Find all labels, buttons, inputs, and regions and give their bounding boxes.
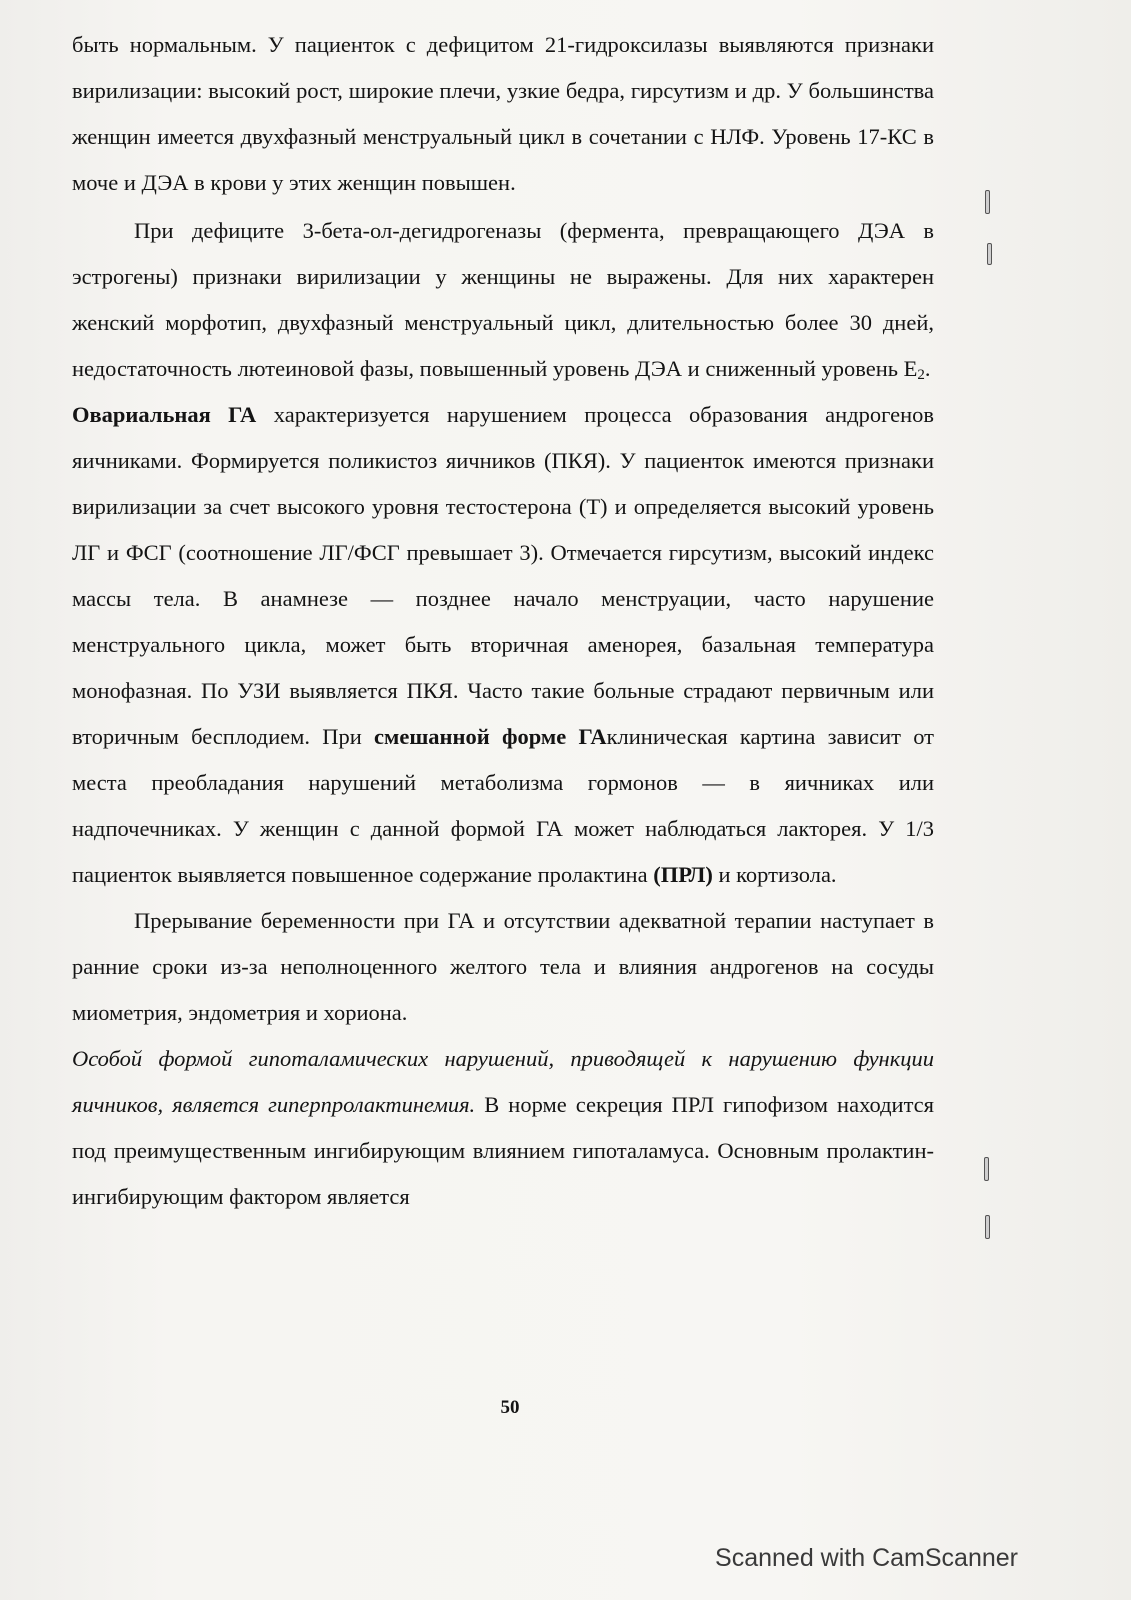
paragraph-5 [72, 1036, 934, 1220]
prl-term: (ПРЛ) [653, 862, 713, 887]
paragraph-4-text: Прерывание беременности при ГА и отсутствии адекватной терапии наступает в ранние сроки из-за неполноценного желтого тела и влияния андрогенов на сосуды миометрия, эндометрия и хориона. [72, 908, 934, 1025]
paragraph-3 [72, 392, 934, 898]
mixed-form-term: смешанной форме ГА [374, 724, 607, 749]
paragraph-3-text-b: клиническая картина зависит от места преобладания нарушений метаболизма гормонов — в яичниках или надпочечниках. У женщин с данной формой ГА может наблюдаться лакторея. У 1/3 пациенток выявляется повышенное содержание пролактина [72, 724, 935, 887]
paragraph-3-text-c: и кортизола. [712, 862, 837, 887]
paragraph-2-text: При дефиците 3-бета-ол-дегидрогеназы (фермента, превращающего ДЭА в эстрогены) признаки вирилизации у женщины не выражены. Для них характерен женский морфотип, двухфазный менструальный цикл, длительностью более 30 дней, недостаточность лютеиновой фазы, повышенный уровень ДЭА и сниженный уровень E [72, 218, 934, 381]
staple-mark [985, 190, 990, 214]
paragraph-5-text: В норме секреция ПРЛ гипофизом находится под преимущественным ингибирующим влиянием гипоталамуса. Основным пролактин-ингибирующим фактором является [72, 1092, 935, 1209]
paragraph-2-end: . [924, 356, 931, 381]
hyperprolactinemia-intro: Особой формой гипоталамических нарушений, приводящей к нарушению функции яичников, является гиперпролактинемия. [72, 1046, 934, 1117]
page-number: 50 [500, 1397, 520, 1418]
paragraph-4 [72, 898, 934, 1036]
staple-mark [985, 1215, 990, 1239]
camscanner-watermark: Scanned with CamScanner [715, 1544, 1018, 1572]
ovarian-ga-term: Овариальная ГА [72, 402, 257, 427]
paragraph-3-text-a: характеризуется нарушением процесса образования андрогенов яичниками. Формируется поликистоз яичников (ПКЯ). У пациенток имеются признаки вирилизации за счет высокого уровня тестостерона (Т) и определяется высокий уровень ЛГ и ФСГ (соотношение ЛГ/ФСГ превышает 3). Отмечается гирсутизм, высокий индекс массы тела. В анамнезе — позднее начало менструации, часто нарушение менструального цикла, может быть вторичная аменорея, базальная температура монофазная. По УЗИ выявляется ПКЯ. Часто такие больные страдают первичным или вторичным бесплодием. При [72, 402, 934, 749]
staple-mark [987, 243, 992, 265]
paragraph-1 [72, 22, 934, 206]
subscript-2: 2 [917, 367, 925, 383]
body-text [72, 22, 934, 1220]
paragraph-1-text: быть нормальным. У пациенток с дефицитом 21-гидроксилазы выявляются признаки вирилизации: высокий рост, широкие плечи, узкие бедра, гирсутизм и др. У большинства женщин имеется двухфазный менструальный цикл в сочетании с НЛФ. Уровень 17-КС в моче и ДЭА в крови у этих женщин повышен. [72, 32, 934, 195]
paragraph-2 [72, 208, 934, 392]
staple-mark [984, 1157, 989, 1181]
